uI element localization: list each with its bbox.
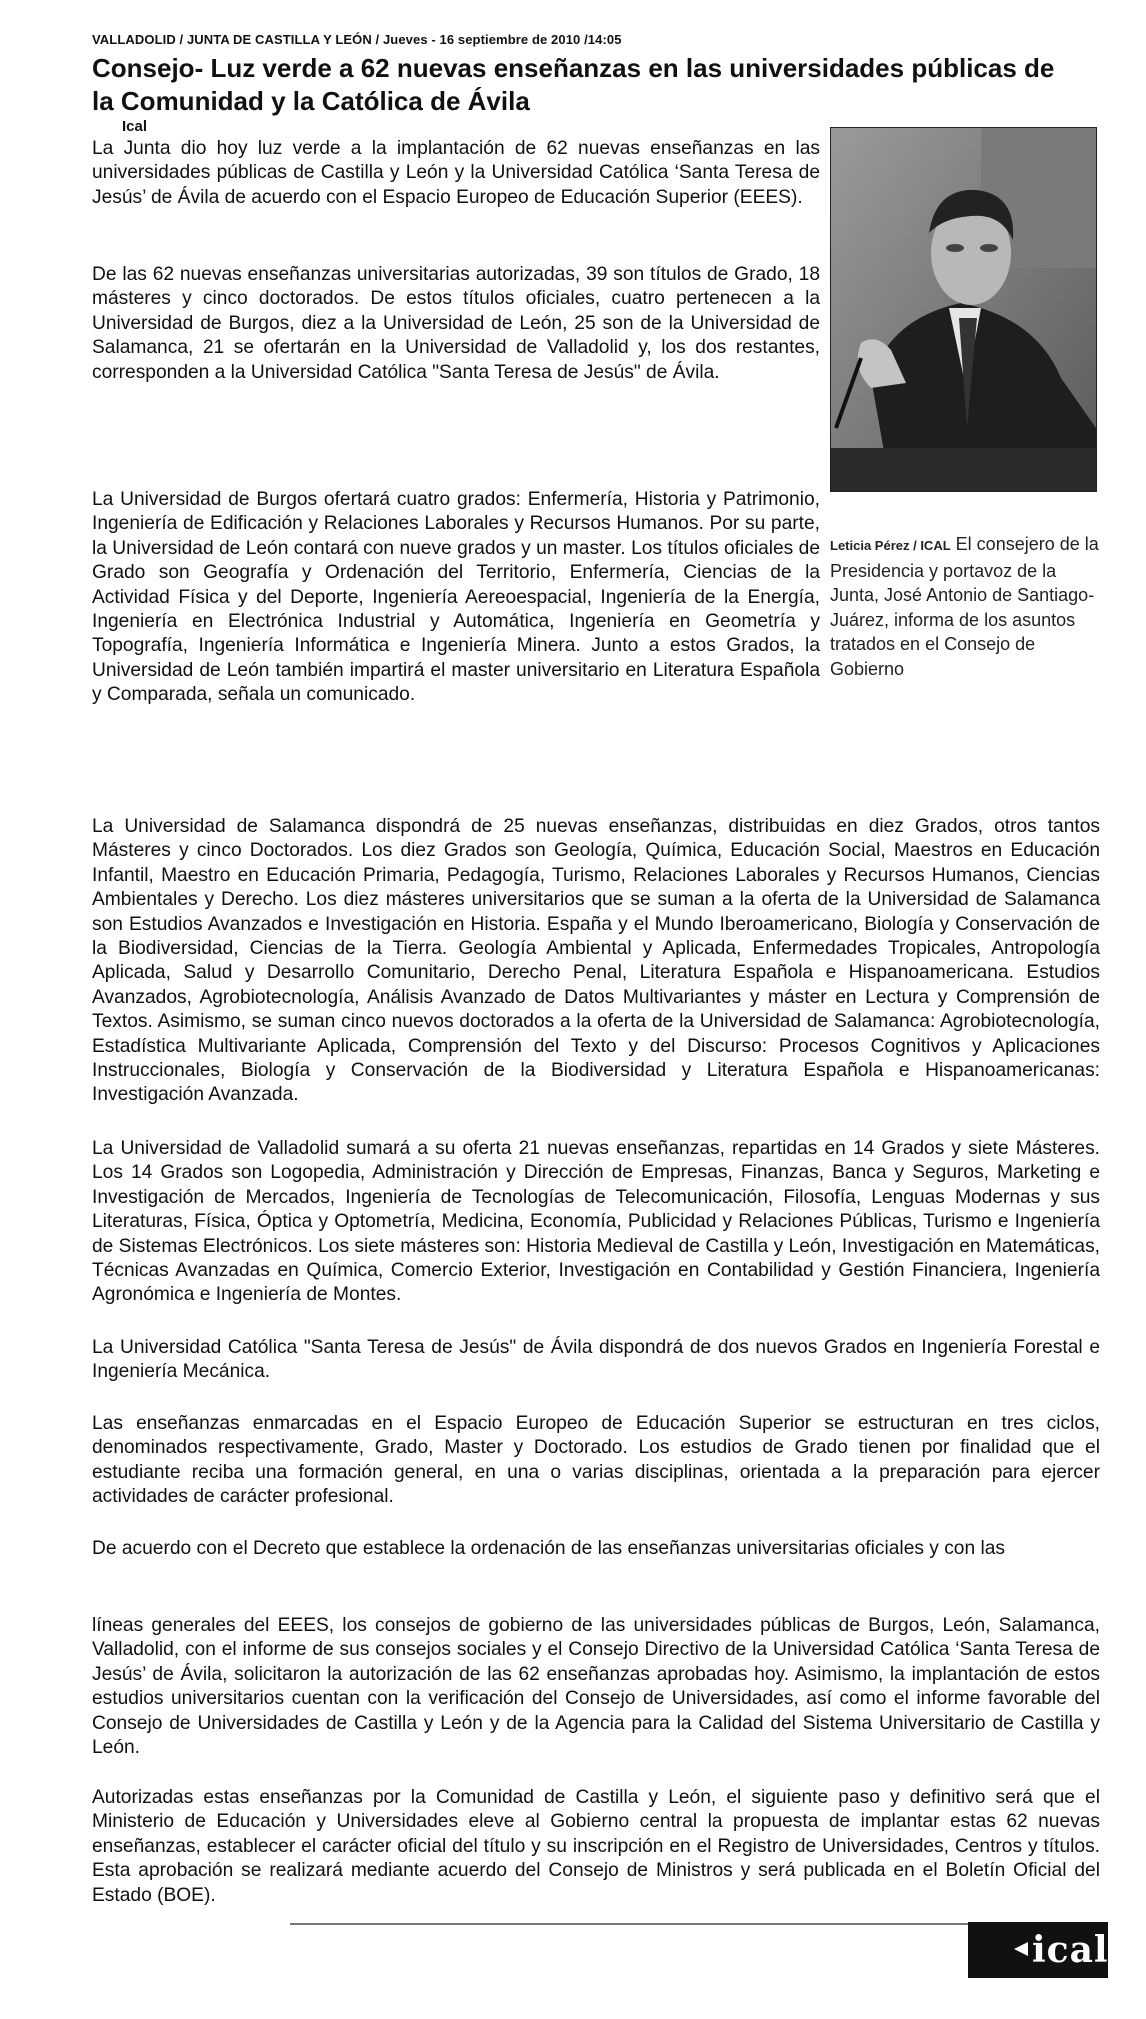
paragraph-5: La Universidad de Valladolid sumará a su oferta 21 nuevas enseñanzas, repartidas en 14 Grados y siete Másteres. Los 14 Grados son Logopedia, Administración y Dirección de Empresas, Finanzas, Banca y Seguros, Marketing e Investigación de Mercados, Ingeniería de Tecnologías de Telecomunicación, Filosofía, Lenguas Modernas y sus Literaturas, Física, Óptica y Optometría, Medicina, Economía, Publicidad y Relaciones Públicas, Turismo e Ingeniería de Sistemas Electrónicos. Los siete másteres son: Historia Medieval de Castilla y León, Investigación en Matemáticas, Técnicas Avanzadas en Química, Comercio Exterior, Investigación en Contabilidad y Gestión Financiera, Ingeniería Agronómica e Ingeniería de Montes. (92, 1138, 1100, 1306)
headline: Consejo- Luz verde a 62 nuevas enseñanzas en las universidades públicas de la Comunidad y la Católica de Ávila (92, 53, 1055, 116)
paragraph-3: La Universidad de Burgos ofertará cuatro grados: Enfermería, Historia y Patrimonio, Ingeniería de Edificación y Relaciones Laborales y Recursos Humanos. Por su parte, la Universidad de León contará con nueve grados y un master. Los títulos oficiales de Grado son Geografía y Ordenación del Territorio, Enfermería, Ciencias de la Actividad Física y del Deporte, Ingeniería Aereoespacial, Ingeniería de la Energía, Ingeniería en Electrónica Industrial y Automática, Ingeniería en Geometría y Topografía, Ingeniería Informática e Ingeniería Minera. Junto a estos Grados, la Universidad de León también impartirá el master universitario en Literatura Española y Comparada, señala un comunicado. (92, 489, 820, 706)
footer-rule (290, 1923, 970, 1925)
portrait-image (831, 128, 1096, 491)
photo-caption (830, 532, 1102, 682)
arrow-left-icon (1014, 1942, 1028, 1956)
paragraph-8: De acuerdo con el Decreto que establece la ordenación de las enseñanzas universitarias oficiales y con las (92, 1538, 1006, 1559)
paragraph-6: La Universidad Católica "Santa Teresa de Jesús" de Ávila dispondrá de dos nuevos Grados en Ingeniería Forestal e Ingeniería Mecánica. (92, 1337, 1100, 1383)
paragraph-4: La Universidad de Salamanca dispondrá de 25 nuevas enseñanzas, distribuidas en diez Grados, otros tantos Másteres y cinco Doctorados. Los diez Grados son Geología, Química, Educación Social, Maestros en Educación Infantil, Maestro en Educación Primaria, Pedagogía, Turismo, Relaciones Laborales y Recursos Humanos, Ciencias Ambientales y Derecho. Los diez másteres universitarios que se suman a la oferta de la Universidad de Salamanca son Estudios Avanzados e Investigación en Historia. España y el Mundo Iberoamericano, Biología y Conservación de la Biodiversidad, Ciencias de la Tierra. Geología Ambiental y Aplicada, Enfermedades Tropicales, Antropología Aplicada, Salud y Desarrollo Comunitario, Derecho Penal, Literatura Española e Hispanoamericana. Estudios Avanzados, Agrobiotecnología, Análisis Avanzado de Datos Multivariantes y máster en Lectura y Comprensión de Textos. Asimismo, se suman cinco nuevos doctorados a la oferta de la Universidad de Salamanca: Agrobiotecnología, Estadística Multivariante Aplicada, Comprensión del Texto y del Discurso: Procesos Cognitivos y Aplicaciones Instruccionales, Biología y Conservación de la Biodiversidad y Literatura Española e Hispanoamericanas: Investigación Avanzada. (92, 816, 1100, 1106)
ical-logo-text: ical (1032, 1929, 1109, 1971)
paragraph-7: Las enseñanzas enmarcadas en el Espacio Europeo de Educación Superior se estructuran en tres ciclos, denominados respectivamente, Grado, Master y Doctorado. Los estudios de Grado tienen por finalidad que el estudiante reciba una formación general, en una o varias disciplinas, orientada a la preparación para ejercer actividades de carácter profesional. (92, 1413, 1100, 1508)
paragraph-1: La Junta dio hoy luz verde a la implantación de 62 nuevas enseñanzas en las universidades públicas de Castilla y León y la Universidad Católica ‘Santa Teresa de Jesús’ de Ávila de acuerdo con el Espacio Europeo de Educación Superior (EEES). (92, 138, 820, 208)
byline: Ical (122, 118, 148, 135)
paragraph-2: De las 62 nuevas enseñanzas universitarias autorizadas, 39 son títulos de Grado, 18 másteres y cinco doctorados. De estos títulos oficiales, cuatro pertenecen a la Universidad de Burgos, diez a la Universidad de León, 25 son de la Universidad de Salamanca, 21 se ofertarán en la Universidad de Valladolid y, los dos restantes, corresponden a la Universidad Católica "Santa Teresa de Jesús" de Ávila. (92, 264, 820, 383)
article-photo (830, 127, 1097, 492)
photo-caption-text: El consejero de la Presidencia y portavoz de la Junta, José Antonio de Santiago-Juárez, informa de los asuntos tratados en el Consejo de Gobierno (830, 534, 1099, 679)
photo-credit: Leticia Pérez / ICAL (830, 538, 951, 553)
dateline: VALLADOLID / JUNTA DE CASTILLA Y LEÓN / Jueves - 16 septiembre de 2010 /14:05 (92, 32, 622, 47)
paragraph-10: Autorizadas estas enseñanzas por la Comunidad de Castilla y León, el siguiente paso y definitivo será que el Ministerio de Educación y Universidades eleve al Gobierno central la propuesta de implantar estas 62 nuevas enseñanzas, establecer el carácter oficial del título y su inscripción en el Registro de Universidades, Centros y títulos. Esta aprobación se realizará mediante acuerdo del Consejo de Ministros y será publicada en el Boletín Oficial del Estado (BOE). (92, 1787, 1100, 1906)
paragraph-9: líneas generales del EEES, los consejos de gobierno de las universidades públicas de Burgos, León, Salamanca, Valladolid, con el informe de sus consejos sociales y el Consejo Directivo de la Universidad Católica ‘Santa Teresa de Jesús’ de Ávila, solicitaron la autorización de las 62 enseñanzas aprobadas hoy. Asimismo, la implantación de estos estudios universitarios cuentan con la verificación del Consejo de Universidades, así como el informe favorable del Consejo de Universidades de Castilla y León y de la Agencia para la Calidad del Sistema Universitario de Castilla y León. (92, 1615, 1100, 1759)
